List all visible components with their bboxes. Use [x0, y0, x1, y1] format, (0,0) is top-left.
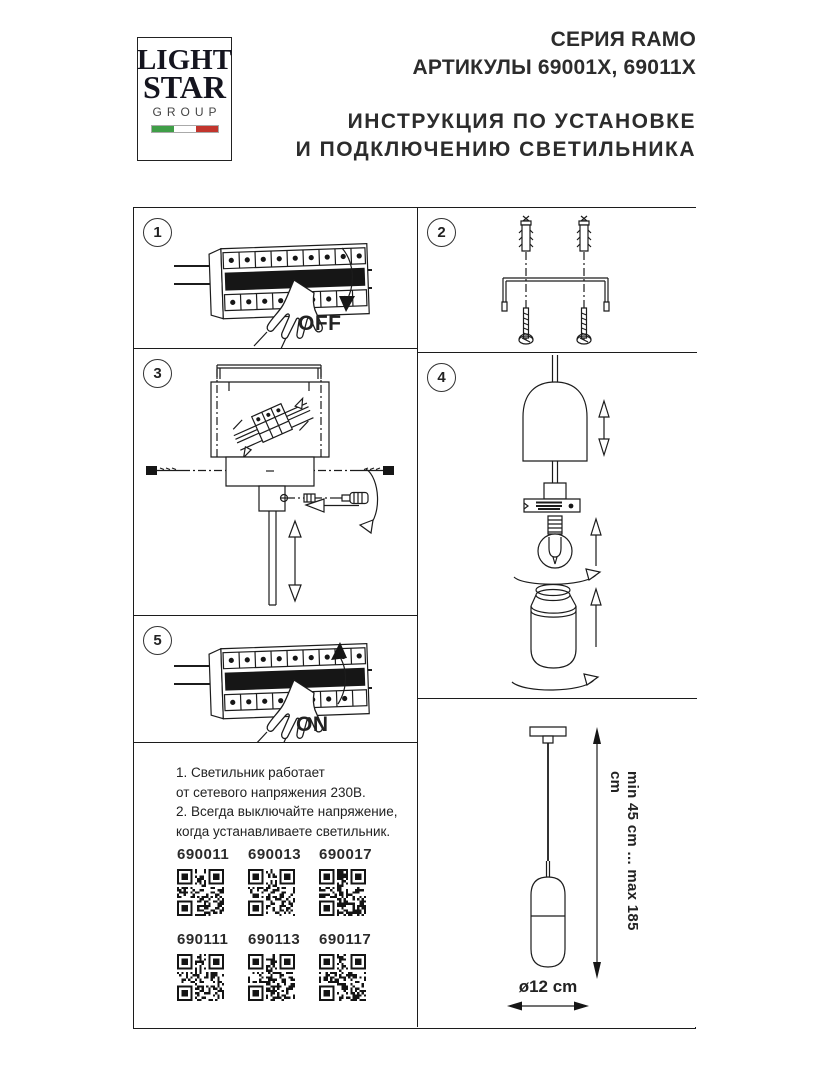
- bracket-and-anchors-illustration: [418, 208, 697, 353]
- on-label: ON: [296, 713, 329, 736]
- step2-number-badge: 2: [427, 218, 456, 247]
- diameter-dimension: ø12 cm: [518, 977, 578, 996]
- article-code: 690017: [319, 846, 373, 863]
- article-code: 690117: [319, 931, 372, 948]
- instruction-title-line2: И ПОДКЛЮЧЕНИЮ СВЕТИЛЬНИКА: [295, 138, 696, 161]
- qr-code: [319, 954, 366, 1001]
- note-line: 2. Всегда выключайте напряжение,: [176, 804, 398, 819]
- qr-item: [319, 931, 381, 1001]
- articles-title: АРТИКУЛЫ 69001X, 69011X: [412, 56, 696, 79]
- step3-number-badge: 3: [143, 359, 172, 388]
- italian-flag-icon: [151, 125, 219, 133]
- lightstar-logo: [137, 37, 232, 161]
- qr-item: [177, 931, 239, 1001]
- dimensions-panel: [418, 699, 697, 1027]
- qr-code: [177, 954, 224, 1001]
- qr-code: [248, 869, 295, 916]
- step1-panel: [134, 208, 418, 349]
- step2-panel: [418, 208, 697, 353]
- circuit-breaker-on-illustration: [134, 616, 418, 743]
- article-code: 690111: [177, 931, 229, 948]
- instruction-title-line1: ИНСТРУКЦИЯ ПО УСТАНОВКЕ: [347, 110, 696, 133]
- lamp-assembly-illustration: [418, 353, 697, 699]
- qr-code: [248, 954, 295, 1001]
- qr-code: [177, 869, 224, 916]
- note-line: от сетевого напряжения 230В.: [176, 784, 366, 800]
- article-code: 690113: [248, 931, 301, 948]
- instruction-grid: [133, 207, 696, 1029]
- flag-white-stripe: [174, 126, 196, 132]
- step1-number-badge: 1: [143, 218, 172, 247]
- note-line: когда устанавливаете светильник.: [176, 823, 391, 839]
- logo-word-light: LIGHT: [136, 44, 233, 76]
- flag-green-stripe: [152, 126, 174, 132]
- logo-word-group: GROUP: [152, 105, 222, 119]
- safety-notes: [176, 763, 397, 841]
- qr-item: [177, 846, 239, 916]
- wiring-canopy-illustration: [134, 349, 418, 616]
- qr-code: [319, 869, 366, 916]
- step5-panel: [134, 616, 418, 743]
- document-titles: [296, 26, 696, 164]
- notes-panel: [134, 743, 418, 1027]
- step5-number-badge: 5: [143, 626, 172, 655]
- terminal-block-detail: [229, 393, 316, 458]
- qr-item: [248, 846, 310, 916]
- article-code: 690011: [177, 846, 230, 863]
- step4-number-badge: 4: [427, 363, 456, 392]
- circuit-breaker-off-illustration: [134, 208, 418, 349]
- note-line: 1. Светильник работает: [176, 765, 325, 780]
- height-range-dimension: min 45 cm ... max 185 cm: [607, 771, 641, 931]
- qr-item: [248, 931, 310, 1001]
- article-code: 690013: [248, 846, 302, 863]
- series-title: СЕРИЯ RAMO: [550, 28, 696, 51]
- step4-panel: [418, 353, 697, 699]
- qr-item: [319, 846, 381, 916]
- step3-panel: [134, 349, 418, 616]
- logo-word-star: STAR: [143, 69, 226, 105]
- flag-red-stripe: [196, 126, 218, 132]
- off-label: OFF: [298, 312, 342, 335]
